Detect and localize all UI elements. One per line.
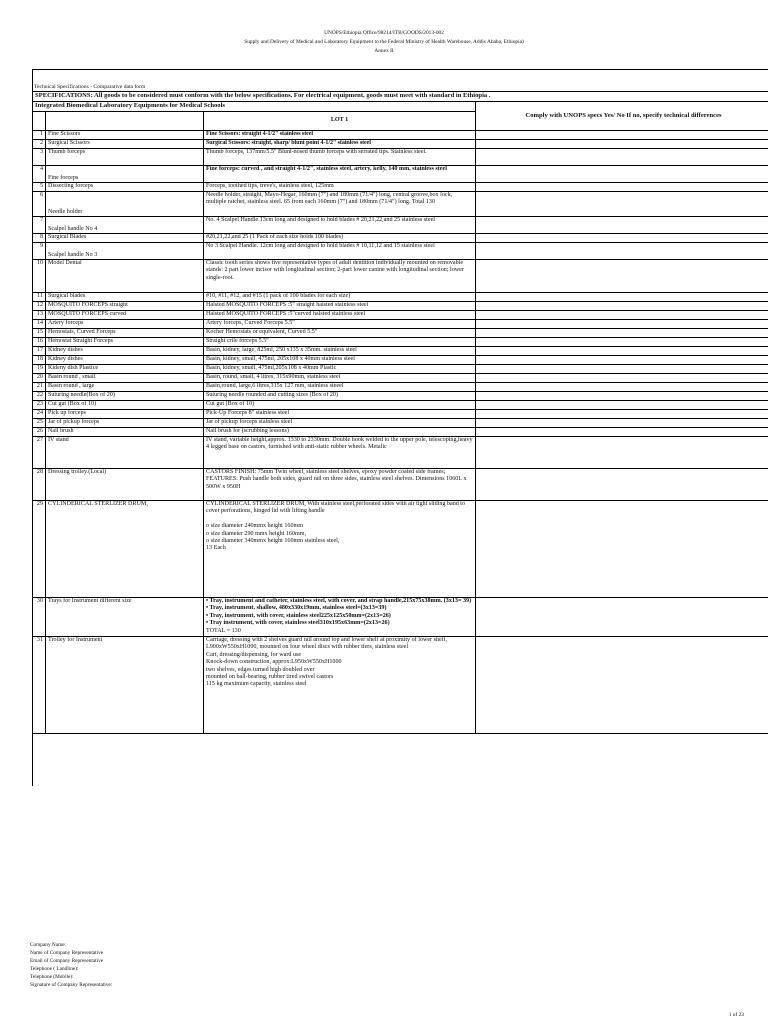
item-description	[204, 637, 476, 734]
comply-cell[interactable]	[476, 243, 768, 260]
item-name: Hemostat Straight Forceps	[46, 338, 204, 347]
description-line: 115 kg maximum capacity, stainless steel	[206, 681, 307, 688]
item-name: Thumb forceps	[46, 149, 204, 166]
lot-spacer-name	[46, 112, 204, 131]
comply-cell[interactable]	[476, 598, 768, 637]
landline-label: Telephone ( Landline):	[30, 966, 79, 972]
company-name-label: Company Name:	[30, 942, 67, 948]
comply-cell[interactable]	[476, 234, 768, 243]
doc-subtitle: Supply and Delivery of Medical and Laboratory Equipment to the Federal Ministry of Health Warehouse, Addis Ababa, Ethiopia)	[244, 39, 524, 45]
item-name: Jar of pickup forceps	[46, 419, 204, 428]
comply-cell[interactable]	[476, 501, 768, 598]
item-number: 29	[33, 501, 46, 598]
item-description: #20,21,22,and 25 (1 Pack of each size holds 100 blades)	[204, 234, 476, 243]
form-title: Technical Specifications - Comparative data form	[34, 84, 146, 90]
item-name: Cut gut (Box of 10)	[46, 401, 204, 410]
section-title: Integrated Biomedical Laboratory Equipments for Medical Schools	[33, 102, 476, 112]
company-signature-block	[30, 941, 112, 989]
item-name: Scalpel handle No 4	[46, 217, 204, 234]
spec-item-row	[33, 311, 768, 320]
item-name: IV stand	[46, 437, 204, 469]
item-number: 17	[33, 347, 46, 356]
item-name: Dressing trolley.(Local)	[46, 469, 204, 501]
specifications-row	[33, 92, 768, 102]
comply-cell[interactable]	[476, 410, 768, 419]
item-description: Basin, kidney, small, 475ml,205x108 x 40mm Plastic	[204, 365, 476, 374]
description-line: • Tray, instrument, with cover, stainless steel225x125x50mm=(2x13=26)	[206, 612, 391, 619]
item-name: CYLINDERICAL STERLIZER DRUM,	[46, 501, 204, 598]
spec-item-row	[33, 437, 768, 469]
item-description: Halsted MOSQUITO FORCEPS :5"curved halsted stainless steel	[204, 311, 476, 320]
spec-item-row	[33, 260, 768, 293]
item-number: 5	[33, 183, 46, 192]
comply-cell[interactable]	[476, 131, 768, 140]
comply-cell[interactable]	[476, 637, 768, 734]
item-number: 10	[33, 260, 46, 293]
item-name: Kideny dish Plastice	[46, 365, 204, 374]
item-name: Kidney dishes	[46, 347, 204, 356]
item-number: 30	[33, 598, 46, 637]
spec-item-row	[33, 410, 768, 419]
specifications-note: SPECIFICATIONS: All goods to be considered must conform with the below specifications. For electrical equipment, goods must meet with standard in Ethiopia .	[33, 92, 768, 102]
item-name: Model Dental	[46, 260, 204, 293]
lot-label: LOT 1	[204, 112, 476, 131]
item-description: Classic tooth series shows five representative types of adult dentition individually mounted on removable stands: 2 part lower incisor with longitudinal section; 2-part lower canine with longitudinal section; lower single-root.	[204, 260, 476, 293]
comply-cell[interactable]	[476, 302, 768, 311]
comply-cell[interactable]	[476, 347, 768, 356]
item-description: No 3 Scalpel Handle. 12cm long and designed to hold blades # 10,11,12 and 15 stainless steel	[204, 243, 476, 260]
item-name: Scalpel handle No 3	[46, 243, 204, 260]
comply-cell[interactable]	[476, 260, 768, 293]
spec-item-row	[33, 302, 768, 311]
comply-cell[interactable]	[476, 140, 768, 149]
item-description: CASTORS FINISH: 75mm Twin wheel, stainless steel shelves, epoxy powder coated side frames; FEATURES: Push handle both sides, guard rail on three sides, stainless steel shelves. Dimensions 1060L x 500W x 950H	[204, 469, 476, 501]
spec-table-body	[33, 92, 768, 734]
item-description: Forceps, toothed tips, treve's, stainless steel, 125mm	[204, 183, 476, 192]
item-number: 21	[33, 383, 46, 392]
comply-cell[interactable]	[476, 311, 768, 320]
item-number: 20	[33, 374, 46, 383]
representative-name-label: Name of Company Representative	[30, 950, 104, 956]
signature-label: Signature of Company Representative:	[30, 982, 113, 988]
item-name: Fine Scissors	[46, 131, 204, 140]
item-description: Nail brush for (scrubbing lessons)	[204, 428, 476, 437]
item-description: Suturing needle rounded and cutting sizes (Box of 20)	[204, 392, 476, 401]
spec-item-row	[33, 338, 768, 347]
item-name: Needle holder	[46, 192, 204, 217]
item-name: Nail brush	[46, 428, 204, 437]
item-number: 7	[33, 217, 46, 234]
comply-header: Comply with UNOPS specs Yes/ No If no, specify technical differences	[476, 102, 768, 131]
item-description: Jar of pickup forceps stainless steel	[204, 419, 476, 428]
comply-cell[interactable]	[476, 320, 768, 329]
comply-cell[interactable]	[476, 469, 768, 501]
spec-item-row	[33, 320, 768, 329]
spec-item-row	[33, 131, 768, 140]
item-description: Kocher Hemostats or equivalent, Curved 5.5"	[204, 329, 476, 338]
item-description: Fine Scissors: straight 4-1/2" stainless steel	[204, 131, 476, 140]
item-description: Surgical Scissors: straight, sharp/ blunt point 4-1/2" stainless steel	[204, 140, 476, 149]
description-line: o size diameter 290 mmx height 160mm,	[206, 530, 307, 537]
description-line: • Tray instrument, with cover, stainless steel310x195x63mm=(2x13=26)	[206, 620, 390, 627]
item-description: Halsted MOSQUITO FORCEPS :5" straight halsted stainless steel	[204, 302, 476, 311]
comply-cell[interactable]	[476, 374, 768, 383]
item-name: Basin round , small	[46, 374, 204, 383]
item-number: 18	[33, 356, 46, 365]
comply-cell[interactable]	[476, 338, 768, 347]
item-description: No. 4 Scalpel Handle.13cm long and designed to hold blades # 20,21,22,and 25 stainless steel	[204, 217, 476, 234]
description-line	[206, 516, 473, 523]
spec-item-row	[33, 501, 768, 598]
lot-spacer-num	[33, 112, 46, 131]
description-line: two shelves, edges turned high doubled over	[206, 666, 315, 673]
item-number: 16	[33, 338, 46, 347]
item-name: Dissecting forceps	[46, 183, 204, 192]
item-number: 22	[33, 392, 46, 401]
comply-cell[interactable]	[476, 392, 768, 401]
item-number: 25	[33, 419, 46, 428]
comply-cell[interactable]	[476, 166, 768, 183]
description-line: Cart, dressing/dispensing, for ward use	[206, 651, 302, 658]
comply-cell[interactable]	[476, 419, 768, 428]
page-number: 1 of 23	[728, 1012, 744, 1018]
section-row	[33, 102, 768, 112]
description-line: Carriage, dressing with 2 shelves guard rail around top and lower shelf at proximity of lower shelf, L900xW550xH1000, mounted on four wheel discs with rubber tiers, stainless steel	[206, 637, 447, 651]
description-line: o size diameter 240mmx height 160mm	[206, 523, 303, 530]
spec-item-row	[33, 356, 768, 365]
item-name: Basin round , large	[46, 383, 204, 392]
item-name: MOSQUITO FORCEPS curved	[46, 311, 204, 320]
spec-item-row	[33, 392, 768, 401]
description-line: Knock-down construction, approx:L950xW550xH1000	[206, 659, 342, 666]
item-number: 2	[33, 140, 46, 149]
item-name: Kidney dishes	[46, 356, 204, 365]
frame-top-border	[32, 69, 768, 70]
description-line: CYLINDERICAL STERLIZER DRUM, With stainless steel,perforated sides with air tight sliding band to cover perforations, hinged lid with lifting handle	[206, 501, 466, 515]
comply-cell[interactable]	[476, 401, 768, 410]
spec-item-row	[33, 329, 768, 338]
comply-cell[interactable]	[476, 428, 768, 437]
spec-item-row	[33, 637, 768, 734]
spec-item-row	[33, 217, 768, 234]
item-number: 8	[33, 234, 46, 243]
item-description: Thumb forceps, 137mm/5.5" Blunt-nosed thumb forceps with serrated tips. Stainless steel.	[204, 149, 476, 166]
spec-item-row	[33, 192, 768, 217]
item-description: Straight crile forceps 5.5"	[204, 338, 476, 347]
spec-item-row	[33, 383, 768, 392]
comply-cell[interactable]	[476, 217, 768, 234]
item-number: 11	[33, 293, 46, 302]
item-description: Basin, kidney, small, 475ml, 205x108 x 40mm stainless steel	[204, 356, 476, 365]
spec-item-row	[33, 183, 768, 192]
comply-cell[interactable]	[476, 365, 768, 374]
item-number: 6	[33, 192, 46, 217]
spec-table	[32, 91, 768, 734]
item-number: 23	[33, 401, 46, 410]
item-number: 19	[33, 365, 46, 374]
spec-item-row	[33, 243, 768, 260]
item-number: 31	[33, 637, 46, 734]
spec-item-row	[33, 469, 768, 501]
item-description: Basin, round, small, 4 litres, 315x90mm, stainless steel	[204, 374, 476, 383]
spec-item-row	[33, 598, 768, 637]
item-description: Basin,round, large,6 litres,315x 127 mm, stainless steeel	[204, 383, 476, 392]
item-number: 13	[33, 311, 46, 320]
comply-cell[interactable]	[476, 383, 768, 392]
item-name: Surgical Scissors	[46, 140, 204, 149]
item-description: #10, #11, #12, and #15 (1 pack of 100 blades for each size)	[204, 293, 476, 302]
representative-email-label: Email of Company Representative	[30, 958, 104, 964]
comply-cell[interactable]	[476, 329, 768, 338]
item-name: Suturing needle(Box of 20)	[46, 392, 204, 401]
description-line: o size diameter 340mmx height 160mm stainless steel,	[206, 538, 340, 545]
item-number: 28	[33, 469, 46, 501]
description-line: 13 Each	[206, 545, 226, 552]
description-line: mounted on ball-bearing, rubber tired swivel castors	[206, 674, 334, 681]
comply-cell[interactable]	[476, 356, 768, 365]
spec-item-row	[33, 401, 768, 410]
item-description: Basin, kidney, large, 825ml, 250 x135 x 35mm. stainless steel	[204, 347, 476, 356]
item-description: Pick-Up Forceps 8" stainless steel	[204, 410, 476, 419]
comply-cell[interactable]	[476, 293, 768, 302]
item-number: 15	[33, 329, 46, 338]
item-number: 3	[33, 149, 46, 166]
spec-item-row	[33, 234, 768, 243]
description-line: TOTAL = 130	[206, 627, 241, 634]
item-name: Trolley for Instrument	[46, 637, 204, 734]
item-name: Surgical blades	[46, 293, 204, 302]
description-line: • Tray, instrument, shallow, 480x330x19mm, stainless steel=(3x13=39)	[206, 605, 387, 612]
item-name: Surgical Blades	[46, 234, 204, 243]
item-name: Artery forceps	[46, 320, 204, 329]
item-number: 1	[33, 131, 46, 140]
spec-item-row	[33, 149, 768, 166]
item-name: MOSQUITO FORCEPS straight	[46, 302, 204, 311]
item-number: 9	[33, 243, 46, 260]
item-description	[204, 598, 476, 637]
spec-item-row	[33, 374, 768, 383]
doc-reference: UNOPS/Ethiopia Office/98214/ITB/GOODS/2013-002	[324, 30, 444, 36]
item-number: 27	[33, 437, 46, 469]
item-number: 14	[33, 320, 46, 329]
item-number: 24	[33, 410, 46, 419]
comply-cell[interactable]	[476, 437, 768, 469]
item-number: 12	[33, 302, 46, 311]
item-description	[204, 501, 476, 598]
item-name: Pick up forceps	[46, 410, 204, 419]
item-name: Fine forceps	[46, 166, 204, 183]
item-number: 4	[33, 166, 46, 183]
description-line: • Tray, instrument and catheter, stainless steel, with cover, and strap handle,215x75x38mm. (3x13= 39)	[206, 598, 472, 604]
item-name: Trays for Instrument different size	[46, 598, 204, 637]
comply-cell[interactable]	[476, 192, 768, 217]
spec-item-row	[33, 140, 768, 149]
item-number: 26	[33, 428, 46, 437]
item-description: Fine forceps: curved , and straight 4-1/2", stainless steel, artery, kelly, 140 mm, stainless steel	[204, 166, 476, 183]
mobile-label: Telephone (Mobile):	[30, 974, 74, 980]
spec-item-row	[33, 166, 768, 183]
item-description: Needle holder, straight, Mayo-Hegar, 160mm (7") and 180mm (71/4") long, central groove,box lock, multiple ratchet, stainless steel. 65 from each 160mm (7") and 180mm (71/4") long. Total 130	[204, 192, 476, 217]
item-name: Hemostats, Curved Forceps	[46, 329, 204, 338]
spec-item-row	[33, 347, 768, 356]
comply-cell[interactable]	[476, 149, 768, 166]
item-description: Artery forceps, Curved Forceps 5.5"	[204, 320, 476, 329]
spec-item-row	[33, 428, 768, 437]
item-description: IV stand, variable height,approx. 1330 to 2330mm. Double hook welded to the upper pole, telescoping,heavy 4 legged base on castors, furnished with anti-static rubber wheels. Metalic	[204, 437, 476, 469]
spec-item-row	[33, 419, 768, 428]
annex-label: Annex II	[374, 48, 394, 54]
comply-cell[interactable]	[476, 183, 768, 192]
spec-item-row	[33, 365, 768, 374]
spec-item-row	[33, 293, 768, 302]
item-description: Cut gut (Box of 10)	[204, 401, 476, 410]
